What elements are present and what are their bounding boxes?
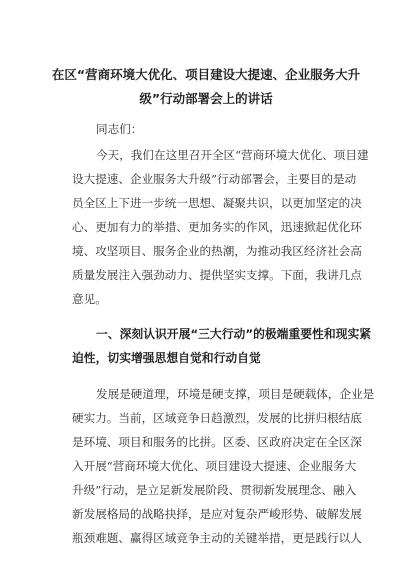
section-heading-line: 一、深刻认识开展“三大行动”的极端重要性和现实紧 [96, 327, 372, 341]
paragraph-1-line: 境、攻坚项目、服务企业的热潮，为推动我区经济社会高 [72, 244, 362, 258]
document-title-line-2: 级”行动部署会上的讲话 [139, 91, 273, 106]
paragraph-2-line: 是环境、项目和服务的比拼。区委、区政府决定在全区深 [72, 435, 362, 449]
paragraph-2-line: 发展是硬道理，环境是硬支撑，项目是硬载体，企业是 [96, 387, 375, 401]
paragraph-2-line: 升级”行动，是立足新发展阶段、贯彻新发展理念、融入 [72, 483, 357, 497]
paragraph-1-line: 今天，我们在这里召开全区“营商环境大优化、项目建 [96, 148, 369, 162]
paragraph-1-line: 意见。 [72, 292, 107, 306]
salutation: 同志们： [96, 122, 143, 136]
paragraph-2-line: 硬实力。当前，区域竞争日趋激烈，发展的比拼归根结底 [72, 411, 362, 425]
paragraph-1-line: 质量发展注入强劲动力、提供坚实支撑。下面，我讲几点 [72, 268, 362, 282]
paragraph-1-line: 员全区上下进一步统一思想、凝聚共识，以更加坚定的决 [72, 196, 362, 210]
paragraph-2-line: 入开展“营商环境大优化、项目建设大提速、企业服务大 [72, 459, 357, 473]
paragraph-1-line: 设大提速、企业服务大升级”行动部署会，主要目的是动 [72, 172, 357, 186]
paragraph-1-line: 心、更加有力的举措、更加务实的作风，迅速掀起优化环 [72, 220, 362, 234]
paragraph-2-line: 瓶颈难题、赢得区域竞争主动的关键举措，更是践行以人 [72, 531, 362, 545]
section-heading-line: 迫性，切实增强思想自觉和行动自觉 [72, 351, 261, 365]
document-title-line-1: 在区“营商环境大优化、项目建设大提速、企业服务大升 [51, 67, 361, 82]
paragraph-2-line: 新发展格局的战略抉择，是应对复杂严峻形势、破解发展 [72, 507, 362, 521]
